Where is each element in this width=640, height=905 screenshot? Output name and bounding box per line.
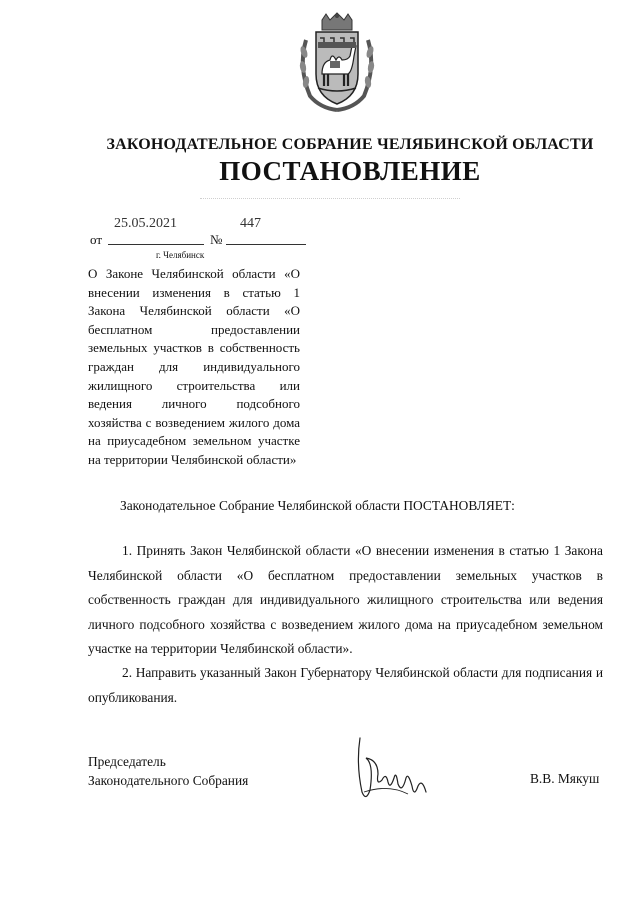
date-underline: [108, 244, 204, 245]
preamble: Законодательное Собрание Челябинской области ПОСТАНОВЛЯЕТ:: [120, 498, 515, 513]
signatory-title-line-2: Законодательного Собрания: [88, 773, 249, 788]
city-label: г. Челябинск: [156, 250, 205, 260]
signatory-title-line-1: Председатель: [88, 754, 166, 769]
document-date: 25.05.2021: [114, 216, 177, 231]
document-number: 447: [240, 216, 261, 231]
resolution-item-2: 2. Направить указанный Закон Губернатору Челябинской области для подписания и опубликования.: [88, 665, 603, 705]
coat-of-arms-icon: [294, 12, 380, 112]
document-subject: О Законе Челябинской области «О внесении изменения в статью 1 Закона Челябинской области «О бесплатном предоставлении земельных участков в собственность граждан для индивидуального жилищного строительства или ведения личного подсобного хозяйства с возведением жилого дома на приусадебном земельном участке на территории Челябинской области»: [88, 266, 300, 467]
date-number-row: [90, 216, 320, 248]
resolution-item-1: 1. Принять Закон Челябинской области «О внесении изменения в статью 1 Закона Челябинской области «О бесплатном предоставлении земельных участков в собственность граждан для индивидуального жилищного строительства или ведения личного подсобного хозяйства с возведением жилого дома на приусадебном земельном участке на территории Челябинской области».: [88, 543, 603, 657]
divider: [200, 198, 460, 199]
date-prefix: от: [90, 232, 103, 247]
number-underline: [226, 244, 306, 245]
number-prefix: №: [210, 232, 223, 247]
organization-title: ЗАКОНОДАТЕЛЬНОЕ СОБРАНИЕ ЧЕЛЯБИНСКОЙ ОБЛАСТИ: [106, 136, 594, 153]
handwritten-signature-icon: [348, 734, 438, 806]
signatory-title: [88, 752, 248, 790]
document-type-heading: ПОСТАНОВЛЕНИЕ: [219, 156, 481, 186]
signatory-name: В.В. Мякуш: [530, 771, 600, 786]
